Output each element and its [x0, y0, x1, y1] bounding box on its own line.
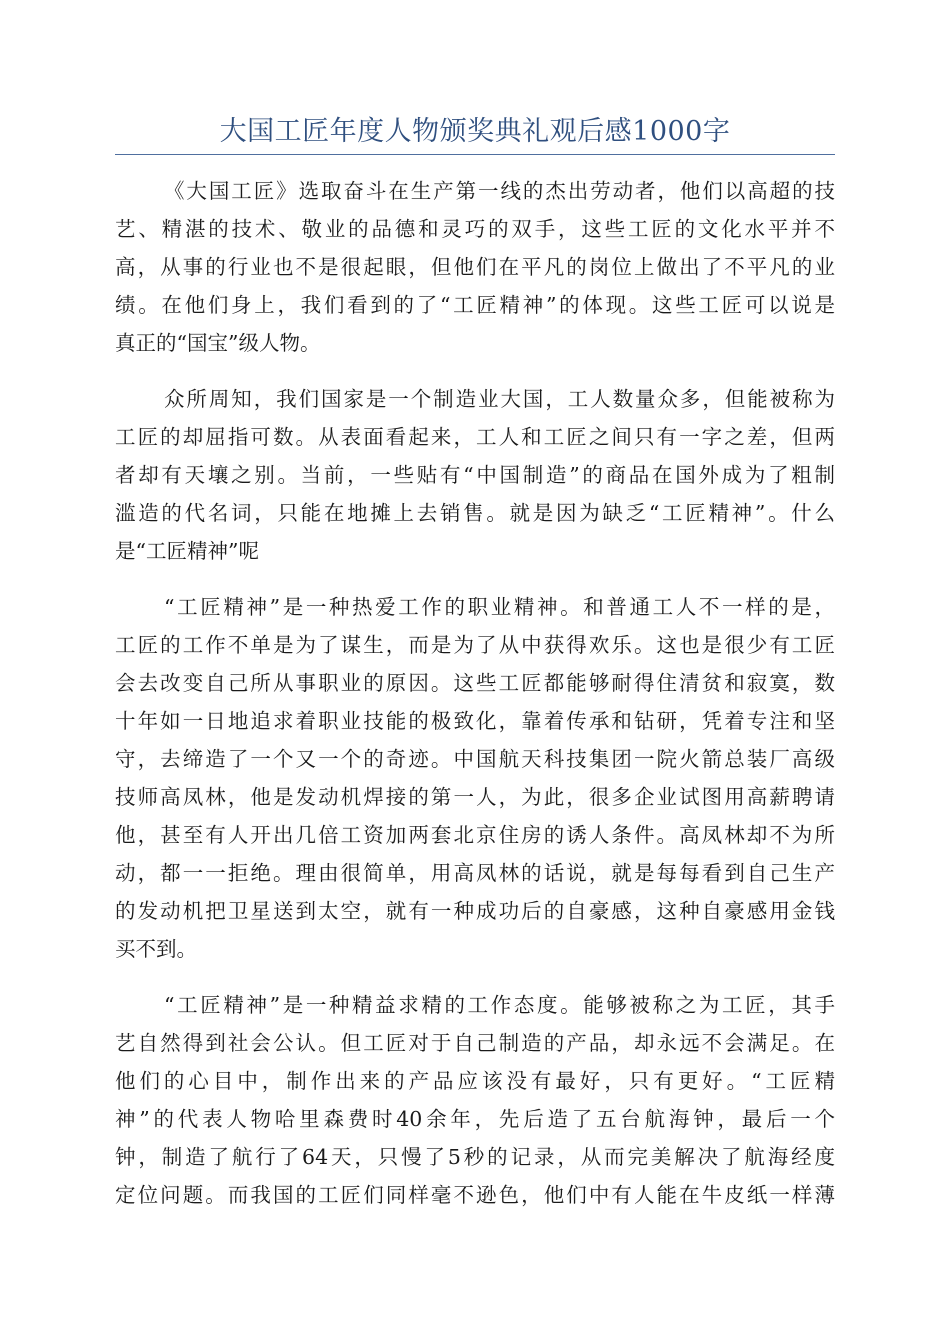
- paragraph-4: [115, 986, 835, 1214]
- text-line: 艺自然得到社会公认。但工匠对于自己制造的产品，却永远不会满足。在: [115, 1031, 835, 1055]
- text-line: 真正的“国宝”级人物。: [115, 331, 321, 355]
- text-line: 艺、精湛的技术、敬业的品德和灵巧的双手，这些工匠的文化水平并不: [115, 217, 835, 241]
- paragraph-3: [115, 588, 835, 968]
- text-line: 者却有天壤之别。当前，一些贴有“中国制造”的商品在国外成为了粗制: [115, 463, 835, 487]
- title-underline: [115, 154, 835, 155]
- text-line: 众所周知，我们国家是一个制造业大国，工人数量众多，但能被称为: [164, 387, 835, 411]
- text-line: 钟，制造了航行了64天，只慢了5秒的记录，从而完美解决了航海经度: [115, 1145, 835, 1169]
- text-line: 高，从事的行业也不是很起眼，但他们在平凡的岗位上做出了不平凡的业: [115, 255, 835, 279]
- text-line: 他，甚至有人开出几倍工资加两套北京住房的诱人条件。高凤林却不为所: [115, 823, 835, 847]
- text-line: 的发动机把卫星送到太空，就有一种成功后的自豪感，这种自豪感用金钱: [115, 899, 835, 923]
- text-line: 是“工匠精神”呢: [115, 539, 259, 563]
- text-line: 工匠的工作不单是为了谋生，而是为了从中获得欢乐。这也是很少有工匠: [115, 633, 835, 657]
- text-line: 神”的代表人物哈里森费时40余年，先后造了五台航海钟，最后一个: [115, 1107, 835, 1131]
- text-line: “工匠精神”是一种热爱工作的职业精神。和普通工人不一样的是，: [164, 595, 835, 619]
- paragraph-1: [115, 172, 835, 362]
- text-line: 买不到。: [115, 937, 197, 961]
- text-line: 十年如一日地追求着职业技能的极致化，靠着传承和钻研，凭着专注和坚: [115, 709, 835, 733]
- document-body: [115, 172, 835, 1232]
- text-line: 动，都一一拒绝。理由很简单，用高凤林的话说，就是每每看到自己生产: [115, 861, 835, 885]
- text-line: 守，去缔造了一个又一个的奇迹。中国航天科技集团一院火箭总装厂高级: [115, 747, 835, 771]
- text-line: 工匠的却屈指可数。从表面看起来，工人和工匠之间只有一字之差，但两: [115, 425, 835, 449]
- text-line: 他们的心目中，制作出来的产品应该没有最好，只有更好。“工匠精: [115, 1069, 835, 1093]
- document-title: 大国工匠年度人物颁奖典礼观后感1000字: [219, 116, 731, 147]
- text-line: 绩。在他们身上，我们看到的了“工匠精神”的体现。这些工匠可以说是: [115, 293, 835, 317]
- text-line: 会去改变自己所从事职业的原因。这些工匠都能够耐得住清贫和寂寞，数: [115, 671, 835, 695]
- text-line: 滥造的代名词，只能在地摊上去销售。就是因为缺乏“工匠精神”。什么: [115, 501, 835, 525]
- paragraph-2: [115, 380, 835, 570]
- text-line: “工匠精神”是一种精益求精的工作态度。能够被称之为工匠，其手: [164, 993, 835, 1017]
- text-line: 技师高凤林，他是发动机焊接的第一人，为此，很多企业试图用高薪聘请: [115, 785, 835, 809]
- text-line: 《大国工匠》选取奋斗在生产第一线的杰出劳动者，他们以高超的技: [164, 179, 835, 203]
- text-line: 定位问题。而我国的工匠们同样毫不逊色，他们中有人能在牛皮纸一样薄: [115, 1183, 835, 1207]
